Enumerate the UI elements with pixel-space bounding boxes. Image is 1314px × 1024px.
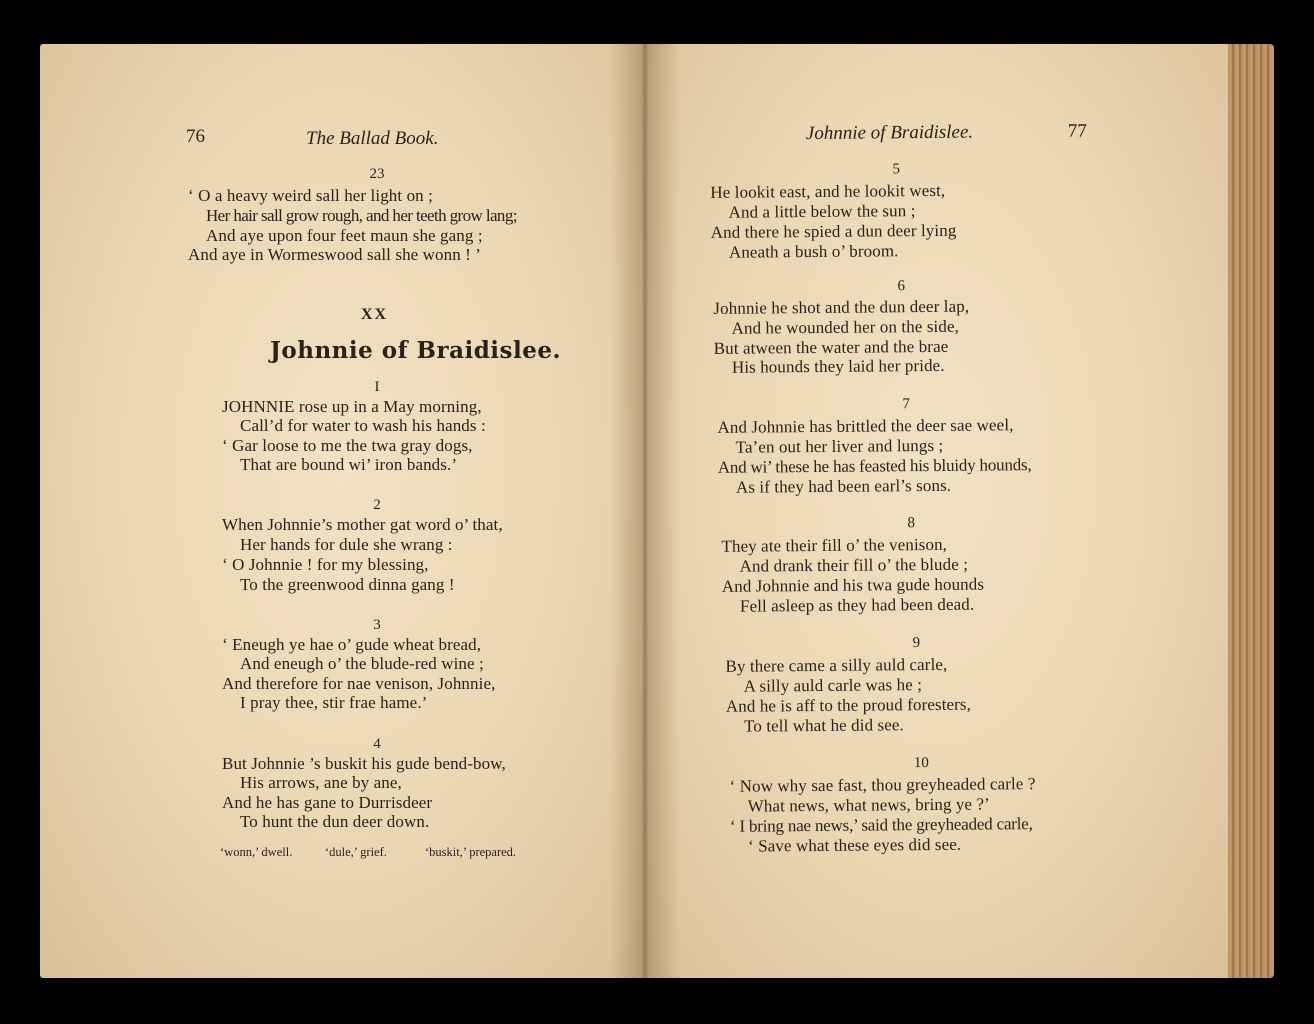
- verse-line: And there he spied a dun deer lying: [710, 220, 957, 242]
- verse-line: That are bound wi’ iron bands.’: [240, 455, 458, 474]
- stanza-number: 10: [913, 755, 929, 772]
- verse-line: ‘ Gar loose to me the twa gray dogs,: [222, 436, 473, 455]
- verse-line: To hunt the dun deer down.: [240, 812, 430, 831]
- verse-line: They ate their fill o’ the venison,: [721, 534, 948, 556]
- verse-line: But Johnnie ’s buskit his gude bend-bow,: [222, 754, 506, 773]
- verse-line: ‘ Save what these eyes did see.: [747, 834, 962, 856]
- verse-line: ‘ I bring nae news,’ said the greyheaded carle,: [729, 814, 1033, 836]
- stanza-number: 23: [369, 166, 385, 182]
- footnote: ‘wonn,’ dwell.: [220, 845, 293, 859]
- left-page-number: 76: [186, 126, 205, 147]
- right-page-number: 77: [1067, 120, 1087, 142]
- verse-line: And he is aff to the proud foresters,: [725, 694, 972, 716]
- verse-line: And therefore for nae venison, Johnnie,: [222, 674, 496, 693]
- verse-line: By there came a silly auld carle,: [725, 654, 948, 676]
- stanza-number: 7: [902, 396, 911, 413]
- verse-line: To tell what he did see.: [743, 715, 904, 736]
- verse-line: And wi’ these he has feasted his bluidy hounds,: [717, 455, 1032, 477]
- verse-line: And aye in Wormeswood sall she wonn ! ’: [188, 245, 482, 264]
- verse-line: ‘ Eneugh ye hae o’ gude wheat bread,: [222, 635, 482, 654]
- verse-line: I pray thee, stir frae hame.’: [240, 693, 428, 712]
- stanza-number: I: [374, 379, 380, 395]
- right-running-head: Johnnie of Braidislee.: [805, 121, 974, 145]
- verse-line: A silly auld carle was he ;: [743, 675, 923, 696]
- stanza-number: 6: [897, 278, 906, 295]
- verse-line: When Johnnie’s mother gat word o’ that,: [222, 515, 503, 534]
- verse-line: And aye upon four feet maun she gang ;: [206, 226, 483, 245]
- stanza-number: 5: [892, 161, 900, 178]
- ballad-title: Johnnie of Braidislee.: [270, 337, 561, 364]
- verse-line: And he wounded her on the side,: [731, 316, 959, 338]
- verse-line: To the greenwood dinna gang !: [240, 575, 455, 594]
- stanza-number: 2: [373, 497, 381, 513]
- footnote: ‘dule,’ grief.: [325, 845, 387, 859]
- stanza-number: 9: [912, 635, 921, 652]
- verse-line: Her hair sall grow rough, and her teeth grow lang;: [206, 206, 517, 225]
- verse-line: Her hands for dule she wrang :: [240, 535, 453, 554]
- verse-line: And a little below the sun ;: [728, 201, 916, 222]
- verse-line: And Johnnie and his twa gude hounds: [721, 574, 985, 596]
- verse-line: ‘ Now why sae fast, thou greyheaded carle ?: [729, 774, 1036, 796]
- verse-line: And he has gane to Durrisdeer: [222, 793, 433, 812]
- verse-line: Call’d for water to wash his hands :: [240, 416, 486, 435]
- left-running-head: The Ballad Book.: [306, 128, 439, 149]
- verse-line: And drank their fill o’ the blude ;: [739, 554, 969, 576]
- verse-line-rest: rose up in a May morning,: [294, 397, 482, 416]
- stanza-number: 8: [907, 515, 916, 532]
- verse-line: Aneath a bush o’ broom.: [728, 241, 899, 262]
- verse-line: Fell asleep as they had been dead.: [739, 594, 975, 616]
- verse-line: As if they had been earl’s sons.: [735, 475, 952, 497]
- verse-line: His hounds they laid her pride.: [731, 355, 945, 377]
- verse-line: His arrows, ane by ane,: [240, 773, 402, 792]
- footnote: ‘buskit,’ prepared.: [425, 845, 517, 859]
- verse-line: Johnnie he shot and the dun deer lap,: [713, 296, 970, 318]
- verse-line: ‘ O a heavy weird sall her light on ;: [188, 186, 433, 205]
- verse-line: But atween the water and the brae: [713, 336, 949, 358]
- drop-word: JOHNNIE: [222, 397, 295, 416]
- verse-line: He lookit east, and he lookit west,: [710, 180, 946, 202]
- ballad-number: XX: [361, 306, 389, 323]
- verse-line: What news, what news, bring ye ?’: [747, 794, 990, 816]
- verse-line: ‘ O Johnnie ! for my blessing,: [222, 555, 429, 574]
- stanza-number: 3: [373, 617, 381, 633]
- verse-line: And eneugh o’ the blude-red wine ;: [240, 654, 484, 673]
- verse-line: Ta’en out her liver and lungs ;: [735, 435, 944, 457]
- stanza-number: 4: [373, 736, 381, 752]
- verse-line: And Johnnie has brittled the deer sae weel,: [717, 415, 1014, 437]
